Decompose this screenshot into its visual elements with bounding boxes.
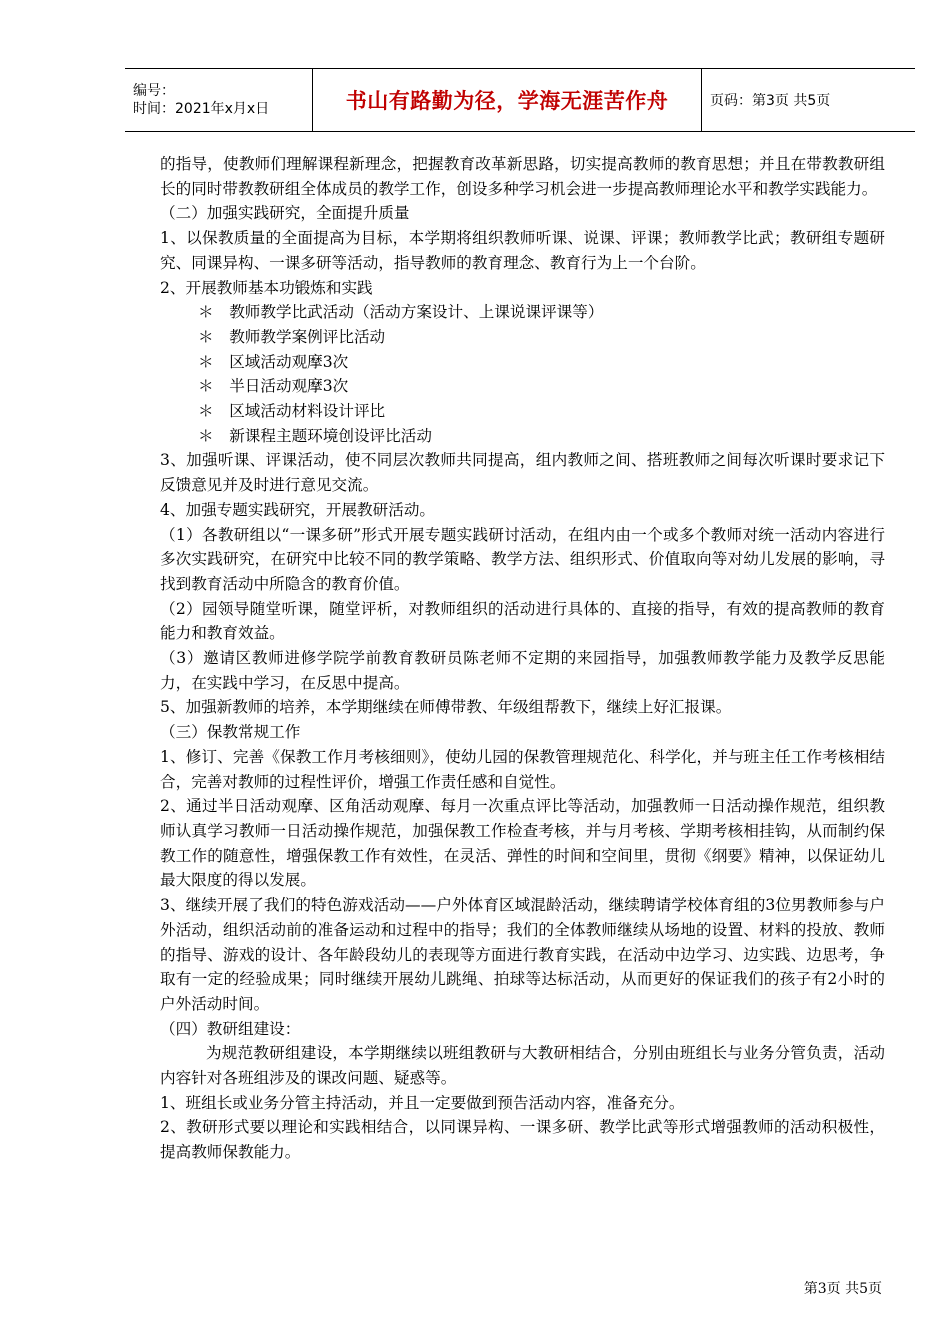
paragraph: （3）邀请区教师进修学院学前教育教研员陈老师不定期的来园指导，加强教师教学能力及教学反思能力，在实践中学习，在反思中提高。 [160, 649, 885, 692]
time-label: 时间：2021年x月x日 [133, 101, 270, 117]
paragraph: 2、开展教师基本功锻炼和实践 [160, 278, 373, 297]
paragraph: 为规范教研组建设，本学期继续以班组教研与大教研相结合，分别由班组长与业务分管负责，活动内容针对各班组涉及的课改问题、疑惑等。 [160, 1044, 885, 1088]
paragraph: （2）园领导随堂听课，随堂评析，对教师组织的活动进行具体的、直接的指导，有效的提高教师的教育能力和教育效益。 [160, 599, 885, 643]
bullet-item: ＊ 教师教学比武活动（活动方案设计、上课说课评课等） [198, 303, 604, 322]
header-page-label: 页码：第3页 共5页 [710, 93, 831, 109]
bullet-item: ＊ 教师教学案例评比活动 [198, 327, 386, 346]
paragraph: 4、加强专题实践研究，开展教研活动。 [160, 500, 436, 519]
paragraph: 3、继续开展了我们的特色游戏活动——户外体育区域混龄活动，继续聘请学校体育组的3位男教师参与户外活动，组织活动前的准备运动和过程中的指导；我们的全体教师继续从场地的设置、材料的投放、教师的指导、游戏的设计、各年龄段幼儿的表现等方面进行教育实践，在活动中边学习、边实践、边思考，争取有一定的经验成果；同时继续开展幼儿跳绳、拍球等达标活动，从而更好的保证我们的孩子有2小时的户外活动时间。 [160, 896, 885, 1013]
paragraph: 1、以保教质量的全面提高为目标，本学期将组织教师听课、说课、评课；教师教学比武；教研组专题研究、同课异构、一课多研等活动，指导教师的教育理念、教育行为上一个台阶。 [160, 229, 885, 272]
paragraph: 5、加强新教师的培养，本学期继续在师傅带教、年级组帮教下，继续上好汇报课。 [160, 698, 732, 717]
number-label: 编号： [133, 83, 175, 99]
bullet-item: ＊ 半日活动观摩3次 [198, 377, 349, 396]
section-heading: （四）教研组建设： [160, 1019, 301, 1038]
section-heading: （二）加强实践研究，全面提升质量 [160, 204, 410, 223]
header-motto: 书山有路勤为径，学海无涯苦作舟 [312, 69, 702, 131]
paragraph: 2、通过半日活动观摩、区角活动观摩、每月一次重点评比等活动，加强教师一日活动操作规范，组织教师认真学习教师一日活动操作规范，加强保教工作检查考核，并与月考核、学期考核相挂钩，从而制约保教工作的随意性，增强保教工作有效性，在灵活、弹性的时间和空间里，贯彻《纲要》精神，以保证幼儿最大限度的得以发展。 [160, 797, 885, 890]
section-heading: （三）保教常规工作 [160, 723, 301, 742]
paragraph: 的指导，使教师们理解课程新理念，把握教育改革新思路，切实提高教师的教育思想；并且在带教教研组长的同时带教教研组全体成员的教学工作，创设多种学习机会进一步提高教师理论水平和教学实践能力。 [160, 155, 885, 198]
paragraph: 1、修订、完善《保教工作月考核细则》，使幼儿园的保教管理规范化、科学化，并与班主任工作考核相结合，完善对教师的过程性评价，增强工作责任感和自觉性。 [160, 747, 885, 791]
page-footer: 第3页 共5页 [803, 1281, 882, 1297]
bullet-item: ＊ 新课程主题环境创设评比活动 [198, 426, 432, 445]
document-body [160, 152, 885, 1165]
paragraph: 3、加强听课、评课活动，使不同层次教师共同提高，组内教师之间、搭班教师之间每次听课时要求记下反馈意见并及时进行意见交流。 [160, 451, 885, 495]
paragraph: 1、班组长或业务分管主持活动，并且一定要做到预告活动内容，准备充分。 [160, 1093, 685, 1112]
paragraph: 2、教研形式要以理论和实践相结合，以同课异构、一课多研、教学比武等形式增强教师的活动积极性，提高教师保教能力。 [160, 1118, 885, 1162]
bullet-item: ＊ 区域活动观摩3次 [198, 352, 349, 371]
bullet-item: ＊ 区域活动材料设计评比 [198, 402, 386, 421]
header-meta [125, 69, 312, 131]
paragraph: （1）各教研组以“一课多研”形式开展专题实践研讨活动，在组内由一个或多个教师对统一活动内容进行多次实践研究，在研究中比较不同的教学策略、教学方法、组织形式、价值取向等对幼儿发展的影响，寻找到教育活动中所隐含的教育价值。 [160, 525, 885, 593]
page-header [125, 68, 915, 132]
